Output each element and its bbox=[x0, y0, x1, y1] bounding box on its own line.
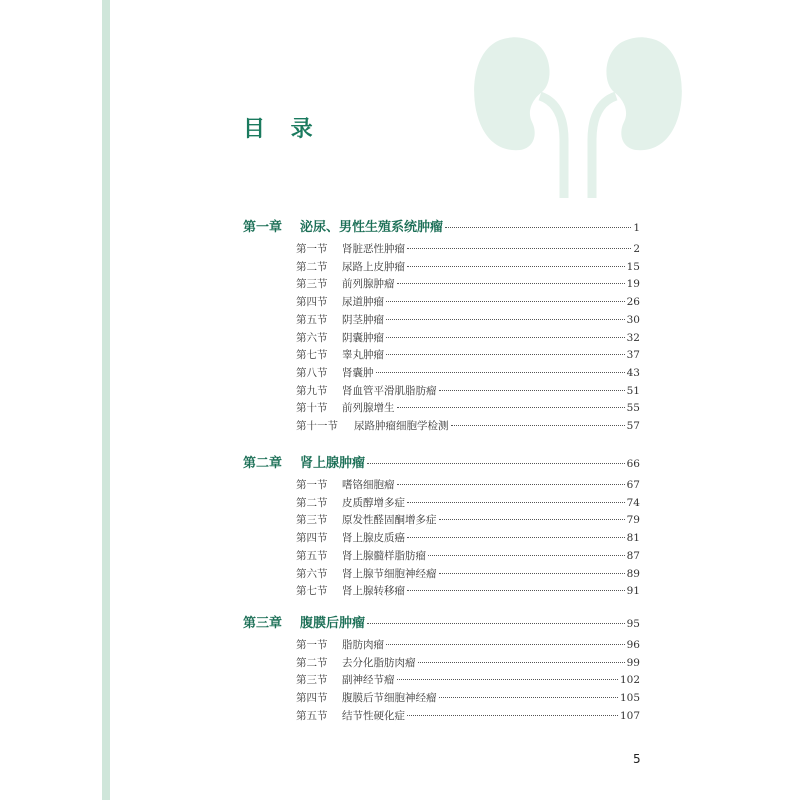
dot-leader bbox=[428, 555, 625, 556]
section-entry bbox=[296, 708, 640, 723]
section-page: 15 bbox=[626, 260, 640, 273]
section-page: 30 bbox=[626, 313, 640, 326]
section-page: 79 bbox=[626, 514, 640, 527]
section-title: 肾上腺皮质癌 bbox=[342, 532, 405, 545]
section-number: 第五节 bbox=[296, 549, 328, 562]
section-title: 肾上腺转移瘤 bbox=[342, 585, 405, 598]
chapter-entry bbox=[243, 612, 640, 631]
section-page: 74 bbox=[626, 496, 640, 509]
chapter-title: 腹膜后肿瘤 bbox=[300, 616, 366, 631]
section-entry bbox=[296, 495, 640, 510]
dot-leader bbox=[386, 301, 625, 302]
section-number: 第九节 bbox=[296, 384, 328, 397]
section-entry bbox=[296, 583, 640, 598]
dot-leader bbox=[376, 372, 625, 373]
section-page: 55 bbox=[626, 402, 640, 415]
chapter-number: 第二章 bbox=[243, 456, 283, 471]
dot-leader bbox=[397, 679, 618, 680]
section-page: 57 bbox=[626, 420, 640, 432]
section-entry bbox=[296, 347, 640, 362]
section-entry bbox=[296, 241, 640, 256]
section-page: 87 bbox=[626, 549, 640, 562]
section-number: 第六节 bbox=[296, 331, 328, 344]
chapter-title: 泌尿、男性生殖系统肿瘤 bbox=[300, 220, 444, 235]
dot-leader bbox=[451, 425, 625, 426]
dot-leader bbox=[439, 573, 625, 574]
section-title: 原发性醛固酮增多症 bbox=[342, 514, 437, 527]
dot-leader bbox=[386, 354, 625, 355]
section-entry bbox=[296, 512, 640, 527]
section-page: 102 bbox=[619, 674, 640, 687]
section-number: 第五节 bbox=[296, 313, 328, 326]
dot-leader bbox=[367, 623, 625, 624]
section-title: 肾上腺髓样脂肪瘤 bbox=[342, 549, 426, 562]
section-entry bbox=[296, 276, 640, 291]
section-entry bbox=[296, 530, 640, 545]
section-number: 第七节 bbox=[296, 349, 328, 362]
section-number: 第八节 bbox=[296, 366, 328, 379]
dot-leader bbox=[397, 484, 625, 485]
section-title: 尿道肿瘤 bbox=[342, 296, 384, 309]
dot-leader bbox=[439, 390, 625, 391]
section-page: 91 bbox=[626, 585, 640, 598]
section-title: 阴囊肿瘤 bbox=[342, 331, 384, 344]
section-page: 67 bbox=[626, 479, 640, 491]
section-page: 107 bbox=[619, 709, 640, 722]
section-title: 皮质醇增多症 bbox=[342, 496, 405, 509]
section-page: 99 bbox=[626, 656, 640, 669]
section-number: 第十节 bbox=[296, 402, 328, 415]
section-page: 32 bbox=[626, 331, 640, 344]
section-number: 第三节 bbox=[296, 674, 328, 687]
section-entry bbox=[296, 548, 640, 563]
section-entry bbox=[296, 294, 640, 309]
section-entry bbox=[296, 672, 640, 687]
section-number: 第二节 bbox=[296, 496, 328, 509]
dot-leader bbox=[407, 266, 625, 267]
section-number: 第一节 bbox=[296, 479, 328, 491]
section-entry bbox=[296, 400, 640, 415]
dot-leader bbox=[386, 319, 625, 320]
section-entry bbox=[296, 259, 640, 274]
chapter-page: 95 bbox=[626, 618, 640, 630]
section-number: 第四节 bbox=[296, 692, 328, 705]
section-number: 第四节 bbox=[296, 296, 328, 309]
dot-leader bbox=[445, 227, 631, 228]
section-number: 第六节 bbox=[296, 567, 328, 580]
section-entry bbox=[296, 477, 640, 492]
section-number: 第十一节 bbox=[296, 420, 338, 432]
section-title: 腹膜后节细胞神经瘤 bbox=[342, 692, 437, 705]
section-entry bbox=[296, 383, 640, 398]
section-page: 89 bbox=[626, 567, 640, 580]
section-title: 睾丸肿瘤 bbox=[342, 349, 384, 362]
section-title: 结节性硬化症 bbox=[342, 709, 405, 722]
section-number: 第二节 bbox=[296, 656, 328, 669]
section-title: 肾上腺节细胞神经瘤 bbox=[342, 567, 437, 580]
chapter-title: 肾上腺肿瘤 bbox=[300, 456, 366, 471]
section-number: 第二节 bbox=[296, 260, 328, 273]
section-title: 前列腺肿瘤 bbox=[342, 278, 395, 291]
dot-leader bbox=[439, 519, 625, 520]
section-entry bbox=[296, 655, 640, 670]
section-title: 肾血管平滑肌脂肪瘤 bbox=[342, 384, 437, 397]
section-page: 96 bbox=[626, 639, 640, 651]
chapter-page: 1 bbox=[633, 222, 640, 234]
dot-leader bbox=[407, 537, 625, 538]
section-title: 阴茎肿瘤 bbox=[342, 313, 384, 326]
dot-leader bbox=[397, 283, 625, 284]
section-title: 肾脏恶性肿瘤 bbox=[342, 243, 405, 255]
dot-leader bbox=[439, 697, 618, 698]
section-title: 肾囊肿 bbox=[342, 366, 374, 379]
section-entry bbox=[296, 690, 640, 705]
section-number: 第五节 bbox=[296, 709, 328, 722]
dot-leader bbox=[386, 337, 625, 338]
dot-leader bbox=[407, 248, 631, 249]
section-number: 第一节 bbox=[296, 243, 328, 255]
section-entry bbox=[296, 418, 640, 433]
section-entry bbox=[296, 312, 640, 327]
dot-leader bbox=[367, 463, 625, 464]
section-title: 去分化脂肪肉瘤 bbox=[342, 656, 416, 669]
dot-leader bbox=[407, 715, 618, 716]
page-number: 5 bbox=[633, 752, 641, 766]
section-entry bbox=[296, 330, 640, 345]
section-entry bbox=[296, 566, 640, 581]
section-title: 脂肪肉瘤 bbox=[342, 639, 384, 651]
chapter-number: 第三章 bbox=[243, 616, 283, 631]
section-page: 51 bbox=[626, 384, 640, 397]
chapter-entry bbox=[243, 452, 640, 471]
section-title: 尿路肿瘤细胞学检测 bbox=[354, 420, 449, 432]
toc-heading: 目 录 bbox=[243, 117, 322, 142]
dot-leader bbox=[397, 407, 625, 408]
section-page: 26 bbox=[626, 296, 640, 309]
section-entry bbox=[296, 365, 640, 380]
section-number: 第七节 bbox=[296, 585, 328, 598]
dot-leader bbox=[407, 502, 625, 503]
section-title: 前列腺增生 bbox=[342, 402, 395, 415]
section-page: 105 bbox=[619, 692, 640, 705]
section-page: 81 bbox=[626, 532, 640, 545]
dot-leader bbox=[386, 644, 625, 645]
section-title: 副神经节瘤 bbox=[342, 674, 395, 687]
section-title: 嗜铬细胞瘤 bbox=[342, 479, 395, 491]
chapter-number: 第一章 bbox=[243, 220, 283, 235]
chapter-entry bbox=[243, 216, 640, 235]
chapter-page: 66 bbox=[626, 458, 640, 470]
section-number: 第三节 bbox=[296, 514, 328, 527]
section-title: 尿路上皮肿瘤 bbox=[342, 260, 405, 273]
section-page: 37 bbox=[626, 349, 640, 362]
section-number: 第一节 bbox=[296, 639, 328, 651]
dot-leader bbox=[418, 662, 625, 663]
section-page: 43 bbox=[626, 366, 640, 379]
section-page: 19 bbox=[626, 278, 640, 291]
section-entry bbox=[296, 637, 640, 652]
section-number: 第四节 bbox=[296, 532, 328, 545]
dot-leader bbox=[407, 590, 625, 591]
section-page: 2 bbox=[633, 243, 640, 255]
section-number: 第三节 bbox=[296, 278, 328, 291]
